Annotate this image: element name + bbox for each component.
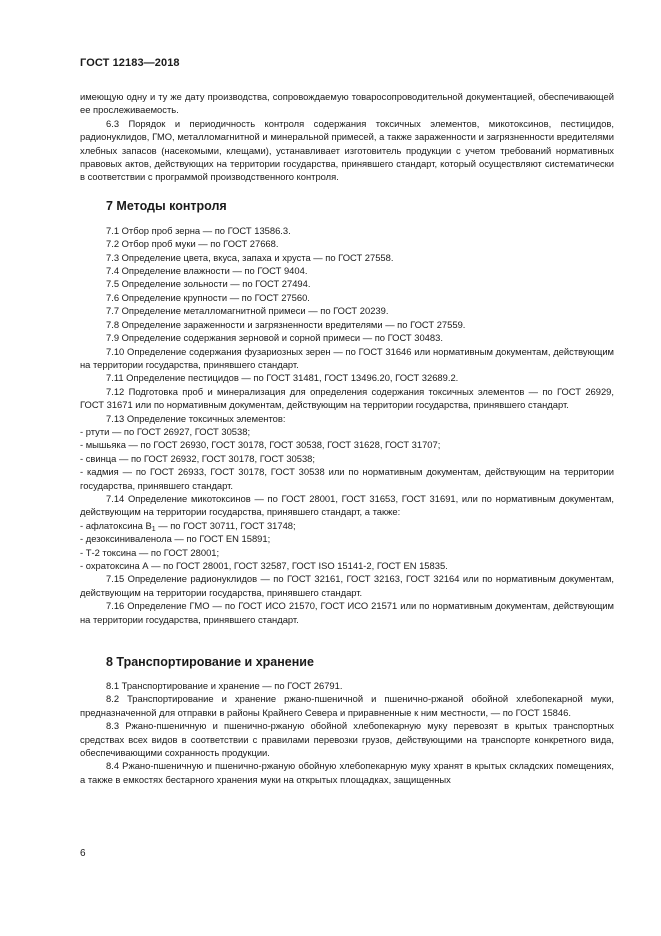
- list-item: 7.9 Определение содержания зерновой и сорной примеси — по ГОСТ 30483.: [106, 332, 443, 344]
- list-item: - охратоксина А — по ГОСТ 28001, ГОСТ 32587, ГОСТ ISO 15141-2, ГОСТ EN 15835.: [80, 560, 448, 571]
- section-7-body: [80, 224, 614, 626]
- aflatoxin-suffix: — по ГОСТ 30711, ГОСТ 31748;: [155, 519, 296, 531]
- list-item: 7.1 Отбор проб зерна — по ГОСТ 13586.3.: [106, 224, 291, 236]
- list-item: - кадмия — по ГОСТ 26933, ГОСТ 30178, ГОСТ 30538 или по нормативным документам, действующим на территории государства, принявшего стандарт.: [80, 466, 614, 491]
- paragraph-6-3: 6.3 Порядок и периодичность контроля содержания токсичных элементов, микотоксинов, пестицидов, радионуклидов, ГМО, металломагнитной и минеральной примесей, а также зараженности и загрязненности вредителями хлебных запасов (насекомыми, клещами), устанавливает изготовитель продукции с учетом требований нормативных правовых актов, действующих на территории государства, принявшего стандарт, который осуществляют систематически в соответствии с программой производственного контроля.: [80, 117, 614, 183]
- list-item: 7.10 Определение содержания фузариозных зерен — по ГОСТ 31646 или нормативным документам, действующим на территории государства, принявшего стандарт.: [80, 345, 614, 370]
- list-item: 7.8 Определение зараженности и загрязненности вредителями — по ГОСТ 27559.: [106, 318, 466, 330]
- list-item: 7.2 Отбор проб муки — по ГОСТ 27668.: [106, 238, 279, 250]
- list-item: - ртути — по ГОСТ 26927, ГОСТ 30538;: [80, 425, 251, 437]
- list-item: - дезоксиниваленола — по ГОСТ EN 15891;: [80, 533, 271, 545]
- list-item: 7.13 Определение токсичных элементов:: [106, 412, 286, 424]
- page-number: 6: [80, 848, 86, 859]
- list-item: 7.14 Определение микотоксинов — по ГОСТ 28001, ГОСТ 31653, ГОСТ 31691, или по нормативным документам, действующим на территории государства, принявшего стандарт, а также:: [80, 492, 614, 518]
- mycotoxin-list: [80, 519, 614, 573]
- list-item: 8.4 Ржано-пшеничную и пшенично-ржаную обойную хлебопекарную муку хранят в крытых складских помещениях, а также в емкостях бестарного хранения муки на открытых площадках, защищенных: [80, 760, 614, 785]
- list-item: 7.12 Подготовка проб и минерализация для определения содержания токсичных элементов — по ГОСТ 26929, ГОСТ 31671 или по нормативным документам, действующим на территории государства, принявшего стандарт.: [80, 385, 614, 411]
- aflatoxin-subscript: 1: [151, 525, 156, 533]
- list-item: 8.3 Ржано-пшеничную и пшенично-ржаную обойной хлебопекарную муку перевозят в крытых транспортных средствах всех видов в соответствии с правилами перевозки грузов, действующими на транспорте конкретного вида, обеспечивающими сохранность продукции.: [80, 720, 614, 759]
- list-item: 8.1 Транспортирование и хранение — по ГОСТ 26791.: [106, 680, 343, 692]
- list-item: 7.15 Определение радионуклидов — по ГОСТ 32161, ГОСТ 32163, ГОСТ 32164 или по нормативным документам, действующим на территории государства, принявшего стандарт.: [80, 573, 614, 598]
- list-item: 7.7 Определение металломагнитной примеси — по ГОСТ 20239.: [106, 305, 389, 317]
- intro-paragraph-continued: имеющую одну и ту же дату производства, сопровождаемую товаросопроводительной документацией, обеспечивающей ее прослеживаемость.: [80, 91, 614, 116]
- list-item: 7.3 Определение цвета, вкуса, запаха и хруста — по ГОСТ 27558.: [106, 251, 394, 263]
- list-item: [80, 519, 614, 532]
- document-header: ГОСТ 12183—2018: [80, 57, 180, 69]
- list-item: 7.5 Определение зольности — по ГОСТ 27494.: [106, 278, 311, 290]
- list-item: 7.4 Определение влажности — по ГОСТ 9404.: [106, 265, 308, 277]
- toxic-elements-list: [80, 425, 614, 492]
- list-item: 7.6 Определение крупности — по ГОСТ 27560.: [106, 291, 310, 303]
- list-item: 7.16 Определение ГМО — по ГОСТ ИСО 21570, ГОСТ ИСО 21571 или по нормативным документам, действующим на территории государства, принявшего стандарт.: [80, 600, 614, 625]
- list-item: - свинца — по ГОСТ 26932, ГОСТ 30178, ГОСТ 30538;: [80, 452, 315, 464]
- document-body: [80, 90, 614, 786]
- list-item: 8.2 Транспортирование и хранение ржано-пшеничной и пшенично-ржаной обойной хлебопекарной муки, предназначенной для отправки в районы Крайнего Севера и приравненные к ним местности, — по ГОСТ 15846.: [80, 693, 614, 718]
- list-item: 7.11 Определение пестицидов — по ГОСТ 31481, ГОСТ 13496.20, ГОСТ 32689.2.: [106, 372, 459, 384]
- section-8-heading: 8 Транспортирование и хранение: [106, 655, 314, 670]
- section-8-body: [80, 679, 614, 786]
- section-7-heading: 7 Методы контроля: [106, 198, 227, 213]
- list-item: - мышьяка — по ГОСТ 26930, ГОСТ 30178, ГОСТ 30538, ГОСТ 31628, ГОСТ 31707;: [80, 439, 441, 451]
- list-item: - Т-2 токсина — по ГОСТ 28001;: [80, 546, 220, 558]
- aflatoxin-prefix: - афлатоксина B: [80, 519, 152, 531]
